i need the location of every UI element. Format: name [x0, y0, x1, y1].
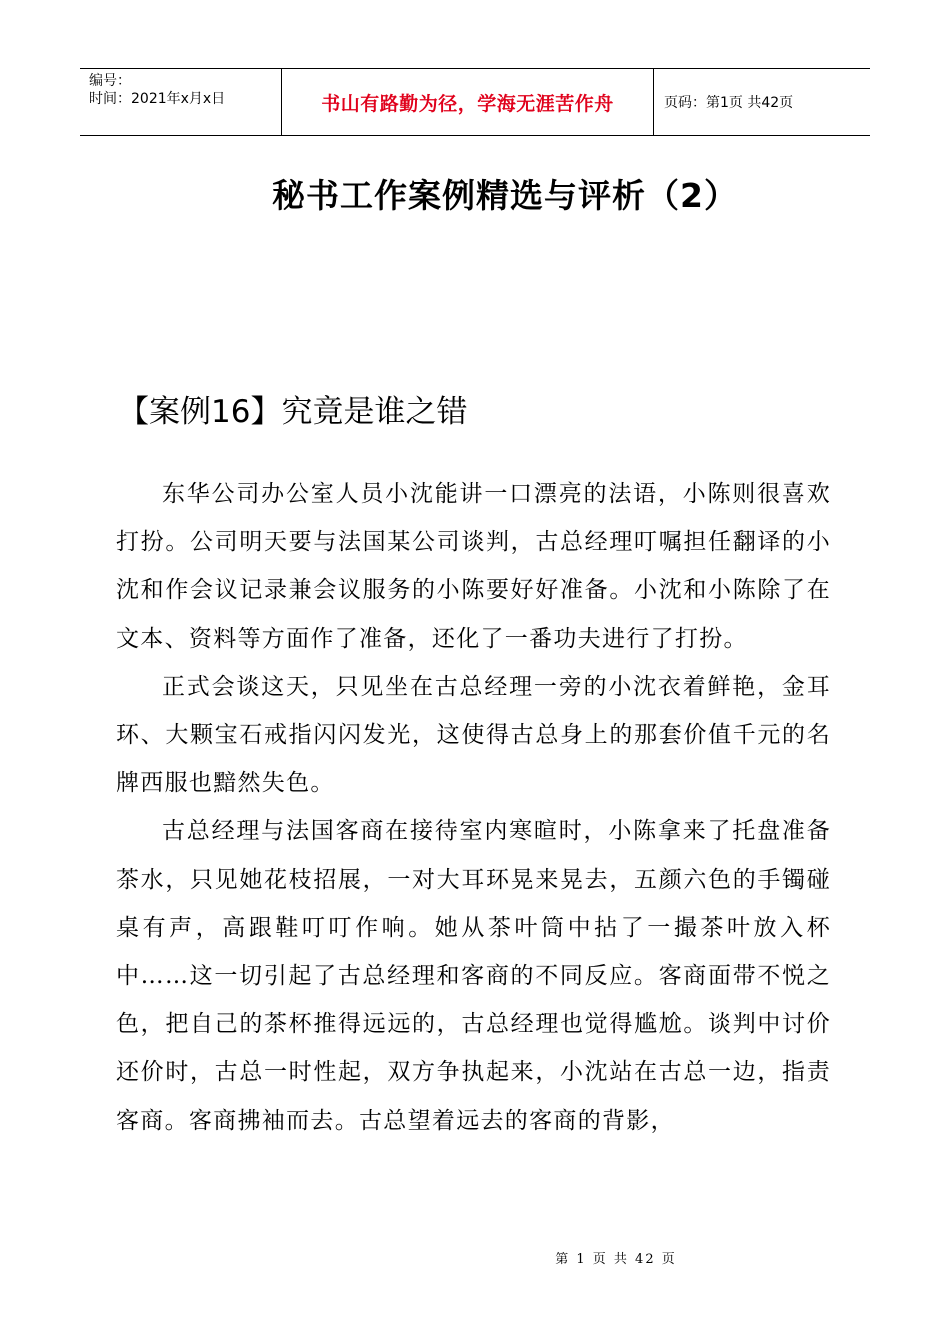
page-footer: 第 1 页 共 42 页: [555, 1252, 677, 1267]
paragraph: 东华公司办公室人员小沈能讲一口漂亮的法语，小陈则很喜欢打扮。公司明天要与法国某公司谈判，古总经理叮嘱担任翻译的小沈和作会议记录兼会议服务的小陈要好好准备。小沈和小陈除了在文本、资料等方面作了准备，还化了一番功夫进行了打扮。: [116, 481, 831, 652]
case-heading: 【案例16】究竟是谁之错: [118, 394, 468, 430]
document-title: 秘书工作案例精选与评析（2）: [272, 176, 738, 215]
case-body: [116, 470, 831, 1145]
time-label: 时间：2021年x月x日: [89, 91, 226, 107]
header-motto: 书山有路勤为径，学海无涯苦作舟: [281, 69, 654, 135]
number-label: 编号：: [89, 73, 131, 89]
header-meta: [80, 69, 281, 135]
paragraph: 古总经理与法国客商在接待室内寒暄时，小陈拿来了托盘准备茶水，只见她花枝招展，一对大耳环晃来晃去，五颜六色的手镯碰桌有声，高跟鞋叮叮作响。她从茶叶筒中拈了一撮茶叶放入杯中……这一切引起了古总经理和客商的不同反应。客商面带不悦之色，把自己的茶杯推得远远的，古总经理也觉得尴尬。谈判中讨价还价时，古总一时性起，双方争执起来，小沈站在古总一边，指责客商。客商拂袖而去。古总望着远去的客商的背影，: [116, 818, 831, 1134]
paragraph: 正式会谈这天，只见坐在古总经理一旁的小沈衣着鲜艳，金耳环、大颗宝石戒指闪闪发光，这使得古总身上的那套价值千元的名牌西服也黯然失色。: [116, 673, 831, 797]
header-page-info: 页码：第1页 共42页: [664, 95, 794, 111]
page-header: [80, 68, 870, 136]
